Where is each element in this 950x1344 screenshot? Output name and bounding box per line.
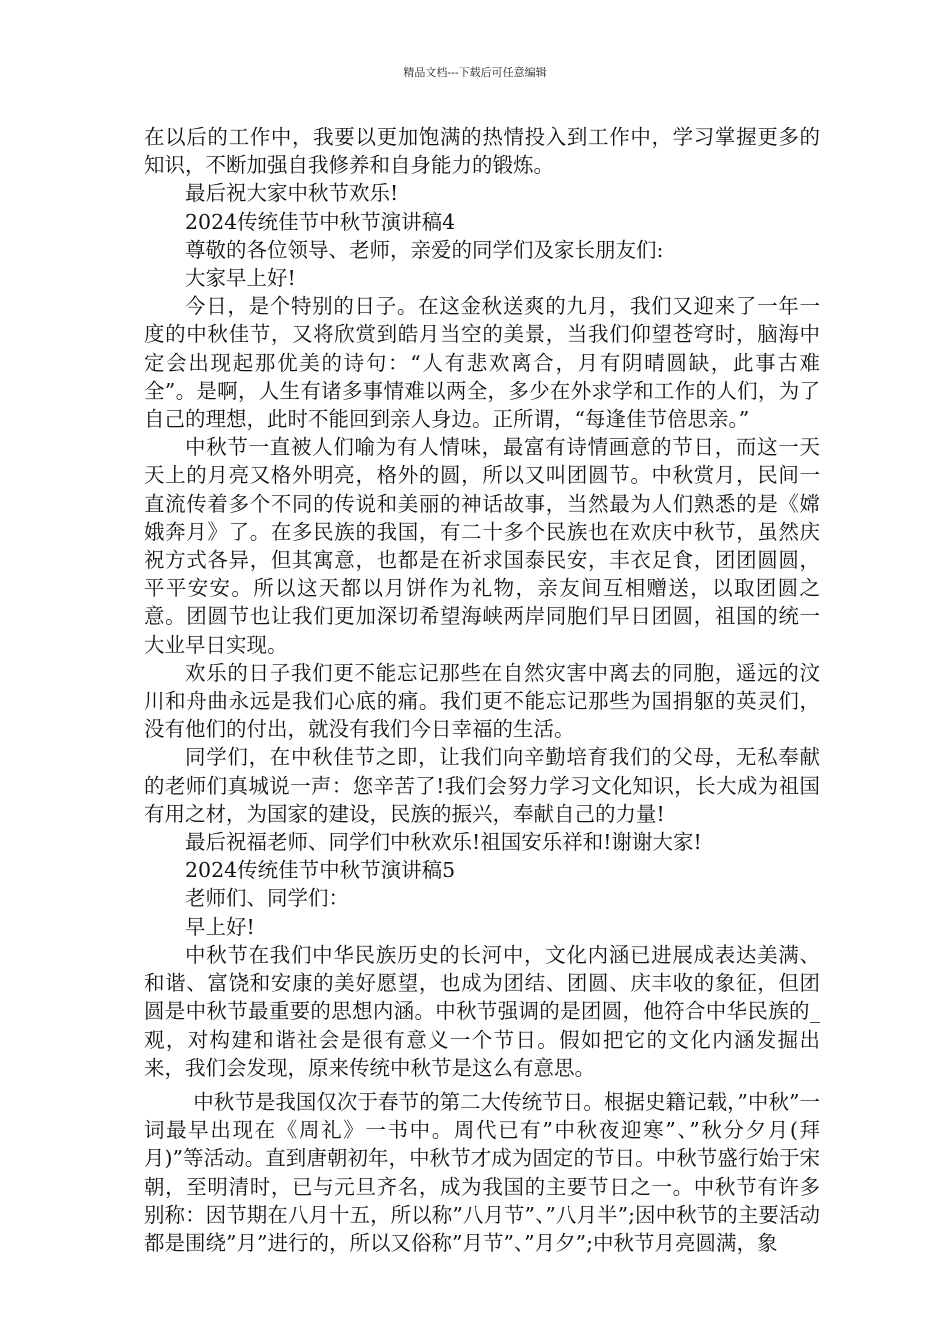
paragraph-reunion-festival: 中秋节一直被人们喻为有人情味，最富有诗情画意的节日，而这一天天上的月亮又格外明亮，格外的圆，所以又叫团圆节。中秋赏月，民间一直流传着多个不同的传说和美丽的神话故事，当然最为人们熟悉的是《嫦娥奔月》了。在多民族的我国，有二十多个民族也在欢庆中秋节，虽然庆祝方式各异，但其寓意，也都是在祈求国泰民安，丰衣足食，团团圆圆，平平安安。所以这天都以月饼作为礼物，亲友间互相赠送，以取团圆之意。团圆节也让我们更加深切希望海峡两岸同胞们早日团圆，祖国的统一大业早日实现。 (144, 435, 820, 657)
paragraph-work-closing: 在以后的工作中，我要以更加饱满的热情投入到工作中，学习掌握更多的知识，不断加强自我修养和自身能力的锻炼。 (144, 125, 820, 178)
speech-title-5: 2024传统佳节中秋节演讲稿5 (185, 858, 456, 883)
greeting-5: 早上好! (185, 914, 255, 939)
paragraph-thank-parents: 同学们，在中秋佳节之即，让我们向辛勤培育我们的父母，无私奉献的老师们真城说一声：您辛苦了!我们会努力学习文化知识，长大成为祖国有用之材，为国家的建设，民族的振兴，奉献自己的力量! (144, 745, 820, 826)
salutation-5: 老师们、同学们： (185, 886, 349, 911)
paragraph-festival-history: 中秋节是我国仅次于春节的第二大传统节日。根据史籍记载，”中秋”一词最早出现在《周礼》一书中。周代已有”中秋夜迎寒”、”秋分夕月(拜月)”等活动。直到唐朝初年，中秋节才成为固定的节日。中秋节盛行始于宋朝，至明清时，已与元旦齐名，成为我国的主要节日之一。中秋节有许多别称：因节期在八月十五，所以称”八月节”、”八月半”;因中秋节的主要活动都是围绕”月”进行的，所以又俗称”月节”、”月夕”;中秋节月亮圆满，象 (144, 1089, 820, 1255)
paragraph-cultural-meaning: 中秋节在我们中华民族历史的长河中，文化内涵已进展成表达美满、和谐、富饶和安康的美好愿望，也成为团结、团圆、庆丰收的象征，但团圆是中秋节最重要的思想内涵。中秋节强调的是团圆，他符合中华民族的_观，对构建和谐社会是很有意义一个节日。假如把它的文化内涵发掘出来，我们会发现，原来传统中秋节是这么有意思。 (144, 942, 820, 1080)
document-body (144, 123, 820, 1257)
paragraph-holiday-wish: 最后祝大家中秋节欢乐! (185, 181, 399, 206)
greeting-4: 大家早上好! (185, 266, 296, 291)
paragraph-special-day: 今日，是个特别的日子。在这金秋送爽的九月，我们又迎来了一年一度的中秋佳节，又将欣赏到皓月当空的美景，当我们仰望苍穹时，脑海中定会出现起那优美的诗句：“人有悲欢离合，月有阴晴圆缺，此事古难全”。是啊，人生有诸多事情难以两全，多少在外求学和工作的人们，为了自己的理想，此时不能回到亲人身边。正所谓，“每逢佳节倍思亲。” (144, 294, 820, 432)
speech-title-4: 2024传统佳节中秋节演讲稿4 (185, 209, 456, 234)
paragraph-remember-compatriots: 欢乐的日子我们更不能忘记那些在自然灾害中离去的同胞，遥远的汶川和舟曲永远是我们心底的痛。我们更不能忘记那些为国捐躯的英灵们，没有他们的付出，就没有我们今日幸福的生活。 (144, 660, 820, 742)
salutation-4: 尊敬的各位领导、老师，亲爱的同学们及家长朋友们: (185, 237, 664, 262)
page-header: 精品文档---下载后可任意编辑 (403, 66, 547, 79)
paragraph-final-blessing: 最后祝福老师、同学们中秋欢乐!祖国安乐祥和!谢谢大家! (185, 830, 702, 855)
